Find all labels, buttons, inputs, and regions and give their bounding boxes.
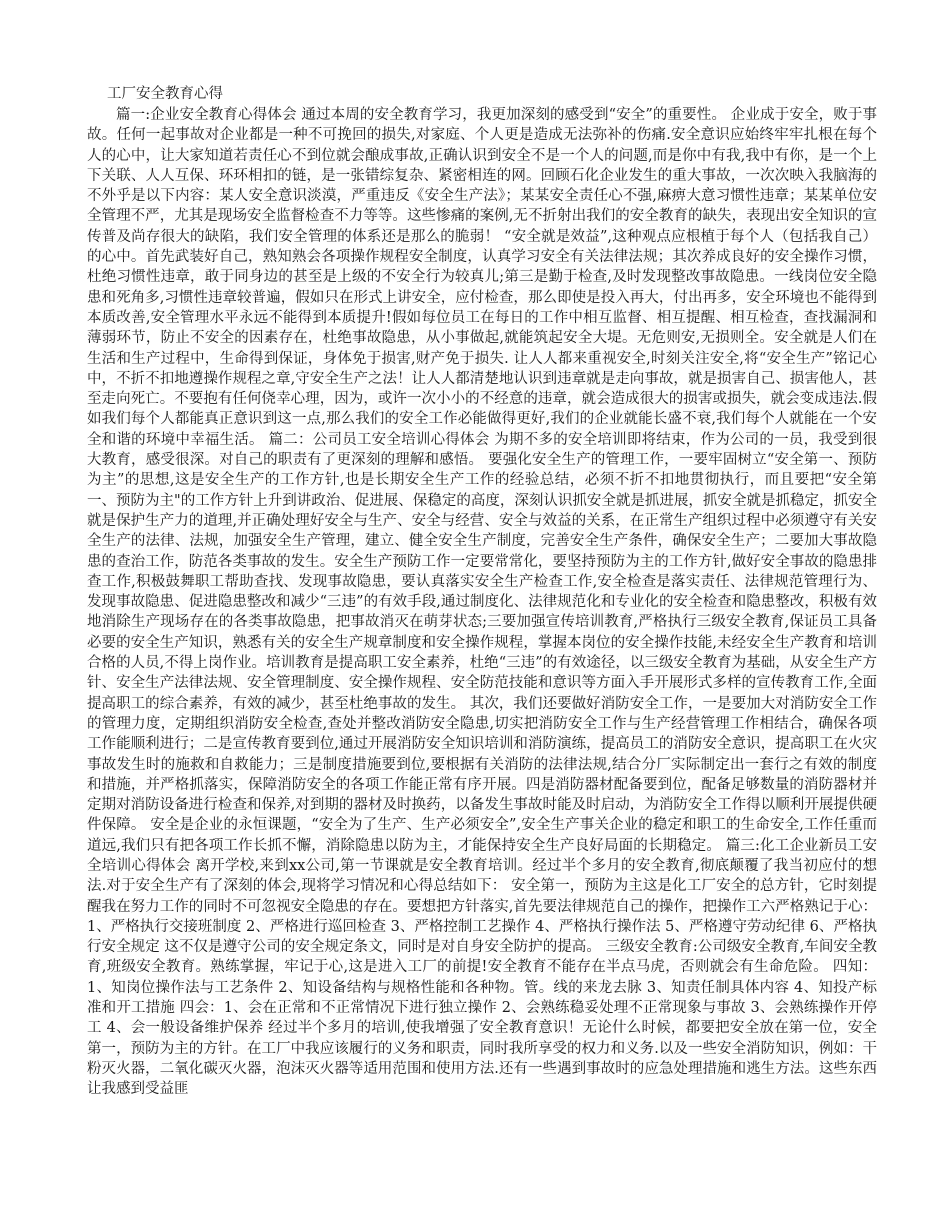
document-page [87, 84, 877, 1100]
document-body: 篇一:企业安全教育心得体会 通过本周的安全教育学习，我更加深刻的感受到“安全”的重要性。 企业成于安全，败于事故。任何一起事故对企业都是一种不可挽回的损失,对家庭、个人更是造成无法弥补的伤痛.安全意识应始终牢牢扎根在每个人的心中，让大家知道若责任心不到位就会酿成事故,正确认识到安全不是一个人的问题,而是你中有我,我中有你，是一个上下关联、人人互保、环环相扣的链，是一张错综复杂、紧密相连的网。回顾石化企业发生的重大事故，一次次映入我脑海的不外乎是以下内容：某人安全意识淡漠，严重违反《安全生产法》；某某安全责任心不强,麻痹大意习惯性违章；某某单位安全管理不严，尤其是现场安全监督检查不力等等。这些惨痛的案例,无不折射出我们的安全教育的缺失，表现出安全知识的宣传普及尚存很大的缺陷，我们安全管理的体系还是那么的脆弱！ “安全就是效益”,这种观点应根植于每个人（包括我自己）的心中。首先武装好自己，熟知熟会各项操作规程安全制度，认真学习安全有关法律法规；其次养成良好的安全操作习惯，杜绝习惯性违章，敢于同身边的甚至是上级的不安全行为较真儿;第三是勤于检查,及时发现整改事故隐患。一线岗位安全隐患和死角多,习惯性违章较普遍，假如只在形式上讲安全，应付检查，那么即使是投入再大，付出再多，安全环境也不能得到本质改善,安全管理水平永远不能得到本质提升!假如每位员工在每日的工作中相互监督、相互提醒、相互检查，查找漏洞和薄弱环节，防止不安全的因素存在，杜绝事故隐患，从小事做起,就能筑起安全大堤。无危则安,无损则全。安全就是人们在生活和生产过程中，生命得到保证，身体免于损害,财产免于损失. 让人人都来重视安全,时刻关注安全,将“安全生产”铭记心中，不折不扣地遵操作规程之章,守安全生产之法！让人人都清楚地认识到违章就是走向事故，就是损害自己、损害他人，甚至走向死亡。不要抱有任何侥幸心理，因为，或许一次小小的不经意的违章，就会造成很大的损害或损失，就会变成违法.假如我们每个人都能真正意识到这一点,那么我们的安全工作必能做得更好,我们的企业就能长盛不衰,我们每个人就能在一个安全和谐的环境中幸福生活。 篇二：公司员工安全培训心得体会 为期不多的安全培训即将结束，作为公司的一员，我受到很大教育，感受很深。对自己的职责有了更深刻的理解和感悟。 要强化安全生产的管理工作，一要牢固树立“安全第一、预防为主”的思想,这是安全生产的工作方针,也是长期安全生产工作的经验总结，必须不折不扣地贯彻执行，而且要把“安全第一、预防为主"的工作方针上升到讲政治、促进展、保稳定的高度，深刻认识抓安全就是抓进展，抓安全就是抓稳定，抓安全就是保护生产力的道理,并正确处理好安全与生产、安全与经营、安全与效益的关系，在正常生产组织过程中必须遵守有关安全生产的法律、法规，加强安全生产管理，建立、健全安全生产制度，完善安全生产条件，确保安全生产；二要加大事故隐患的查治工作，防范各类事故的发生。安全生产预防工作一定要常常化，要坚持预防为主的工作方针,做好安全事故的隐患排查工作,积极鼓舞职工帮助查找、发现事故隐患，要认真落实安全生产检查工作,安全检查是落实责任、法律规范管理行为、发现事故隐患、促进隐患整改和减少“三违”的有效手段,通过制度化、法律规范化和专业化的安全检查和隐患整改，积极有效地消除生产现场存在的各类事故隐患，把事故消灭在萌芽状态;三要加强宣传培训教育,严格执行三级安全教育,保证员工具备必要的安全生产知识，熟悉有关的安全生产规章制度和安全操作规程，掌握本岗位的安全操作技能,未经安全生产教育和培训合格的人员,不得上岗作业。培训教育是提高职工安全素养，杜绝“三违”的有效途径，以三级安全教育为基础，从安全生产方针、安全生产法律法规、安全管理制度、安全操作规程、安全防范技能和意识等方面入手开展形式多样的宣传教育工作,全面提高职工的综合素养，有效的减少，甚至杜绝事故的发生。 其次，我们还要做好消防安全工作，一是要加大对消防安全工作的管理力度，定期组织消防安全检查,查处并整改消防安全隐患,切实把消防安全工作与生产经营管理工作相结合，确保各项工作能顺利进行；二是宣传教育要到位,通过开展消防安全知识培训和消防演练，提高员工的消防安全意识，提高职工在火灾事故发生时的施救和自救能力；三是制度措施要到位,要根据有关消防的法律法规,结合分厂实际制定出一套行之有效的制度和措施，并严格抓落实，保障消防安全的各项工作能正常有序开展。四是消防器材配备要到位，配备足够数量的消防器材并定期对消防设备进行检查和保养,对到期的器材及时换药，以备发生事故时能及时启动，为消防安全工作得以顺利开展提供硬件保障。 安全是企业的永恒课题，“安全为了生产、生产必须安全”,安全生产事关企业的稳定和职工的生命安全,工作任重而道远,我们只有把各项工作长抓不懈，消除隐患以防为主，才能保持安全生产良好局面的长期稳定。 篇三:化工企业新员工安全培训心得体会 离开学校,来到xx公司,第一节课就是安全教育培训。经过半个多月的安全教育,彻底颠覆了我当初应付的想法.对于安全生产有了深刻的体会,现将学习情况和心得总结如下： 安全第一，预防为主这是化工厂安全的总方针，它时刻提醒我在努力工作的同时不可忽视安全隐患的存在。要想把方针落实,首先要法律规范自己的操作，把操作工六严格熟记于心： 1、严格执行交接班制度 2、严格进行巡回检查 3、严格控制工艺操作 4、严格执行操作法 5、严格遵守劳动纪律 6、严格执行安全规定 这不仅是遵守公司的安全规定条文，同时是对自身安全防护的提高。 三级安全教育:公司级安全教育,车间安全教育,班级安全教育。熟练掌握，牢记于心,这是进入工厂的前提!安全教育不能存在半点马虎，否则就会有生命危险。 四知：1、知岗位操作法与工艺条件 2、知设备结构与规格性能和各种物。管。线的来龙去脉 3、知责任制具体内容 4、知投产标准和开工措施 四会：1、会在正常和不正常情况下进行独立操作 2、会熟练稳妥处理不正常现象与事故 3、会熟练操作开停工 4、会一般设备维护保养 经过半个多月的培训,使我增强了安全教育意识！无论什么时候，都要把安全放在第一位，安全第一，预防为主的方针。在工厂中我应该履行的义务和职责，同时我所享受的权力和义务.以及一些安全消防知识，例如：干粉灭火器，二氧化碳灭火器，泡沫灭火器等适用范围和使用方法.还有一些遇到事故时的应急处理措施和逃生方法。这些东西让我感到受益匪 [87, 107, 877, 1098]
document-title: 工厂安全教育心得 [107, 86, 223, 102]
